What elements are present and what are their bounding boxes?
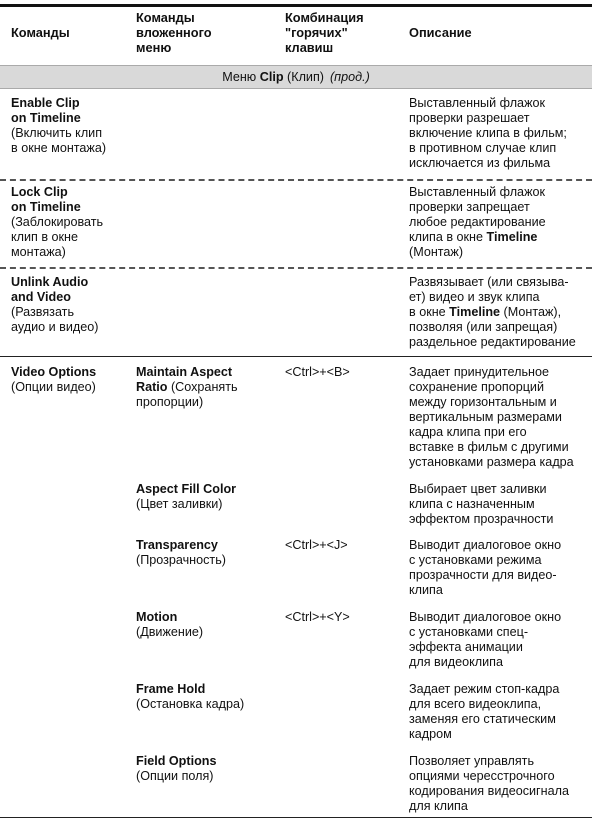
description-line: (Монтаж) xyxy=(409,245,464,259)
command-translation: клип в окне xyxy=(11,230,79,244)
row-unlink-description xyxy=(409,275,576,350)
command-translation: (Заблокировать xyxy=(11,215,104,229)
header-hotkeys-line: клавиш xyxy=(285,40,334,55)
subcommand-aspect-fill-color: Aspect Fill Color (Цвет заливки) xyxy=(136,482,237,511)
description-line: раздельное редактирование xyxy=(409,335,576,349)
row-unlink-command xyxy=(11,275,98,335)
header-hotkeys-line: "горячих" xyxy=(285,25,348,40)
header-submenu-line: вложенного xyxy=(136,25,212,40)
row-separator xyxy=(0,179,592,181)
header-submenu-line: Команды xyxy=(136,10,195,25)
description-line: включение клипа в фильм; xyxy=(409,126,567,140)
header-commands: Команды xyxy=(11,25,70,40)
description-line: исключается из фильма xyxy=(409,156,551,170)
section-prefix: Меню xyxy=(222,70,260,84)
hotkey-motion: <Ctrl>+<Y> xyxy=(285,610,350,624)
command-name: on Timeline xyxy=(11,200,81,214)
command-name: and Video xyxy=(11,290,71,304)
header-submenu-line: меню xyxy=(136,40,172,55)
section-menu-name: Clip xyxy=(259,70,284,84)
description-line: Выставленный флажок xyxy=(409,185,546,199)
description-aspect-fill-color: Выбирает цвет заливки клипа с назначенным эффектом прозрачности xyxy=(409,482,554,526)
command-translation: монтажа) xyxy=(11,245,66,259)
hotkey-transparency: <Ctrl>+<J> xyxy=(285,538,348,552)
row-enable-command xyxy=(11,96,106,156)
description-line: позволяя (или запрещая) xyxy=(409,320,558,334)
description-maintain-aspect: Задает принудительное сохранение пропорций между горизонтальным и вертикальным размерами кадра клипа при его вставке в фильм с другими установками размера кадра xyxy=(409,365,574,469)
command-name: Video Options xyxy=(11,365,97,379)
row-separator xyxy=(0,356,592,357)
row-lock-description xyxy=(409,185,546,260)
bottom-rule xyxy=(0,817,592,818)
command-name: Unlink Audio xyxy=(11,275,89,289)
description-line: в противном случае клип xyxy=(409,141,557,155)
subcommand-maintain-aspect: Maintain Aspect Ratio (Сохранять пропорции) xyxy=(136,365,238,409)
hotkey-maintain-aspect: <Ctrl>+<B> xyxy=(285,365,350,379)
section-menu-name-ru: (Клип) xyxy=(283,70,324,84)
section-continued: (прод.) xyxy=(329,70,370,84)
header-submenu xyxy=(136,10,212,55)
description-line: Выставленный флажок xyxy=(409,96,546,110)
description-line: любое редактирование xyxy=(409,215,546,229)
subcommand-transparency: Transparency (Прозрачность) xyxy=(136,538,226,567)
description-line: в окне Timeline (Монтаж), xyxy=(409,305,562,319)
subcommand-frame-hold: Frame Hold (Остановка кадра) xyxy=(136,682,245,711)
command-translation: (Включить клип xyxy=(11,126,103,140)
description-frame-hold: Задает режим стоп-кадра для всего видеоклипа, заменяя его статическим кадром xyxy=(409,682,560,741)
row-lock-command xyxy=(11,185,103,260)
row-enable-description xyxy=(409,96,567,171)
command-name: Enable Clip xyxy=(11,96,80,110)
description-line: клипа в окне Timeline xyxy=(409,230,538,244)
section-band xyxy=(0,65,592,89)
row-video-command xyxy=(11,365,96,395)
description-line: Развязывает (или связыва- xyxy=(409,275,569,289)
description-motion: Выводит диалоговое окно с установками спец- эффекта анимации для видеоклипа xyxy=(409,610,562,669)
row-separator xyxy=(0,267,592,269)
description-field-options: Позволяет управлять опциями чересстрочного кодирования видеосигнала для клипа xyxy=(409,754,569,813)
top-rule xyxy=(0,4,592,7)
command-name: Lock Clip xyxy=(11,185,68,199)
subcommand-motion: Motion (Движение) xyxy=(136,610,204,639)
description-line: проверки запрещает xyxy=(409,200,530,214)
header-hotkeys xyxy=(285,10,364,55)
description-line: проверки разрешает xyxy=(409,111,530,125)
command-name: on Timeline xyxy=(11,111,81,125)
command-translation: в окне монтажа) xyxy=(11,141,107,155)
description-line: ет) видео и звук клипа xyxy=(409,290,540,304)
description-transparency: Выводит диалоговое окно с установками режима прозрачности для видео- клипа xyxy=(409,538,562,597)
command-translation: аудио и видео) xyxy=(11,320,99,334)
header-description: Описание xyxy=(409,25,472,40)
command-translation: (Развязать xyxy=(11,305,75,319)
header-hotkeys-line: Комбинация xyxy=(285,10,364,25)
command-translation: (Опции видео) xyxy=(11,380,96,394)
subcommand-field-options: Field Options (Опции поля) xyxy=(136,754,217,783)
